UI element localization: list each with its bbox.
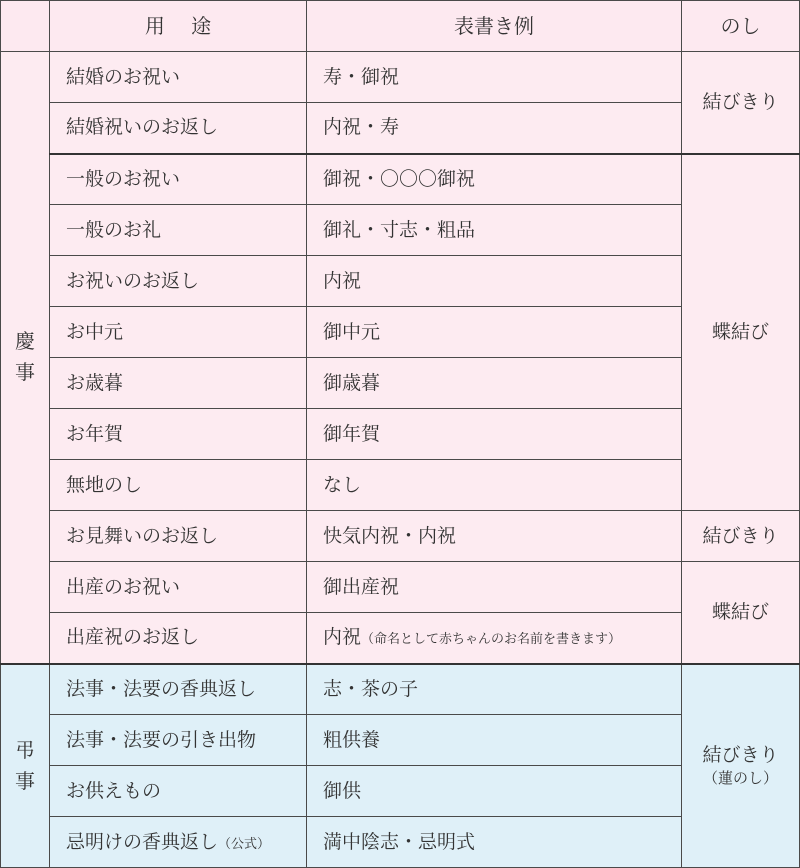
category-keiji <box>1 52 50 664</box>
table-row <box>1 460 800 511</box>
inscription-cell: 御年賀 <box>307 409 682 460</box>
use-note: （公式） <box>218 836 271 852</box>
category-char: 事 <box>15 768 35 793</box>
table-row <box>1 205 800 256</box>
inscription-cell: 御祝・〇〇〇御祝 <box>307 154 682 205</box>
category-char: 弔 <box>15 737 35 762</box>
inscription-cell: 満中陰志・忌明式 <box>307 817 682 868</box>
noshi-cell: 蝶結び <box>682 154 800 511</box>
noshi-cell: 結びきり <box>682 511 800 562</box>
table-row <box>1 256 800 307</box>
inscription-note: （命名として赤ちゃんのお名前を書きます） <box>361 632 622 648</box>
inscription-cell: なし <box>307 460 682 511</box>
use-cell: 一般のお祝い <box>50 154 307 205</box>
inscription-cell: 寿・御祝 <box>307 52 682 103</box>
category-char: 慶 <box>15 329 35 354</box>
noshi-cell <box>682 664 800 868</box>
category-char: 事 <box>15 360 35 385</box>
inscription-cell: 御出産祝 <box>307 562 682 613</box>
use-cell: 法事・法要の香典返し <box>50 664 307 715</box>
use-cell: 結婚祝いのお返し <box>50 103 307 154</box>
table-row <box>1 103 800 154</box>
use-cell: 結婚のお祝い <box>50 52 307 103</box>
table-row <box>1 154 800 205</box>
use-cell: お見舞いのお返し <box>50 511 307 562</box>
table-row <box>1 307 800 358</box>
table-row <box>1 409 800 460</box>
inscription-cell: 御礼・寸志・粗品 <box>307 205 682 256</box>
use-cell: 出産のお祝い <box>50 562 307 613</box>
noshi-label: 結びきり <box>702 744 779 767</box>
header-inscription: 表書き例 <box>307 1 682 52</box>
table-row <box>1 52 800 103</box>
table-row <box>1 511 800 562</box>
inscription-cell: 快気内祝・内祝 <box>307 511 682 562</box>
inscription-cell: 粗供養 <box>307 715 682 766</box>
inscription-cell: 内祝・寿 <box>307 103 682 154</box>
noshi-cell: 結びきり <box>682 52 800 154</box>
table-row <box>1 715 800 766</box>
inscription-text: 内祝 <box>323 626 362 649</box>
table-row <box>1 358 800 409</box>
inscription-cell: 志・茶の子 <box>307 664 682 715</box>
use-cell: お祝いのお返し <box>50 256 307 307</box>
table-row <box>1 562 800 613</box>
noshi-note: （蓮のし） <box>702 768 778 787</box>
table-row <box>1 817 800 868</box>
inscription-cell: 御歳暮 <box>307 358 682 409</box>
category-choji <box>1 664 50 868</box>
use-text: 忌明けの香典返し <box>66 830 219 853</box>
use-cell: お年賀 <box>50 409 307 460</box>
use-cell: 無地のし <box>50 460 307 511</box>
inscription-cell: 御供 <box>307 766 682 817</box>
table-row <box>1 613 800 664</box>
use-cell <box>50 817 307 868</box>
use-cell: お供えもの <box>50 766 307 817</box>
table-row <box>1 766 800 817</box>
use-cell: お歳暮 <box>50 358 307 409</box>
header-noshi: のし <box>682 1 800 52</box>
noshi-cell: 蝶結び <box>682 562 800 664</box>
use-cell: お中元 <box>50 307 307 358</box>
inscription-cell: 内祝 <box>307 256 682 307</box>
use-cell: 出産祝のお返し <box>50 613 307 664</box>
inscription-cell: 御中元 <box>307 307 682 358</box>
inscription-cell <box>307 613 682 664</box>
table-row <box>1 664 800 715</box>
header-use: 用 途 <box>50 1 307 52</box>
header-row <box>1 1 800 52</box>
header-blank <box>1 1 50 52</box>
use-cell: 一般のお礼 <box>50 205 307 256</box>
use-cell: 法事・法要の引き出物 <box>50 715 307 766</box>
